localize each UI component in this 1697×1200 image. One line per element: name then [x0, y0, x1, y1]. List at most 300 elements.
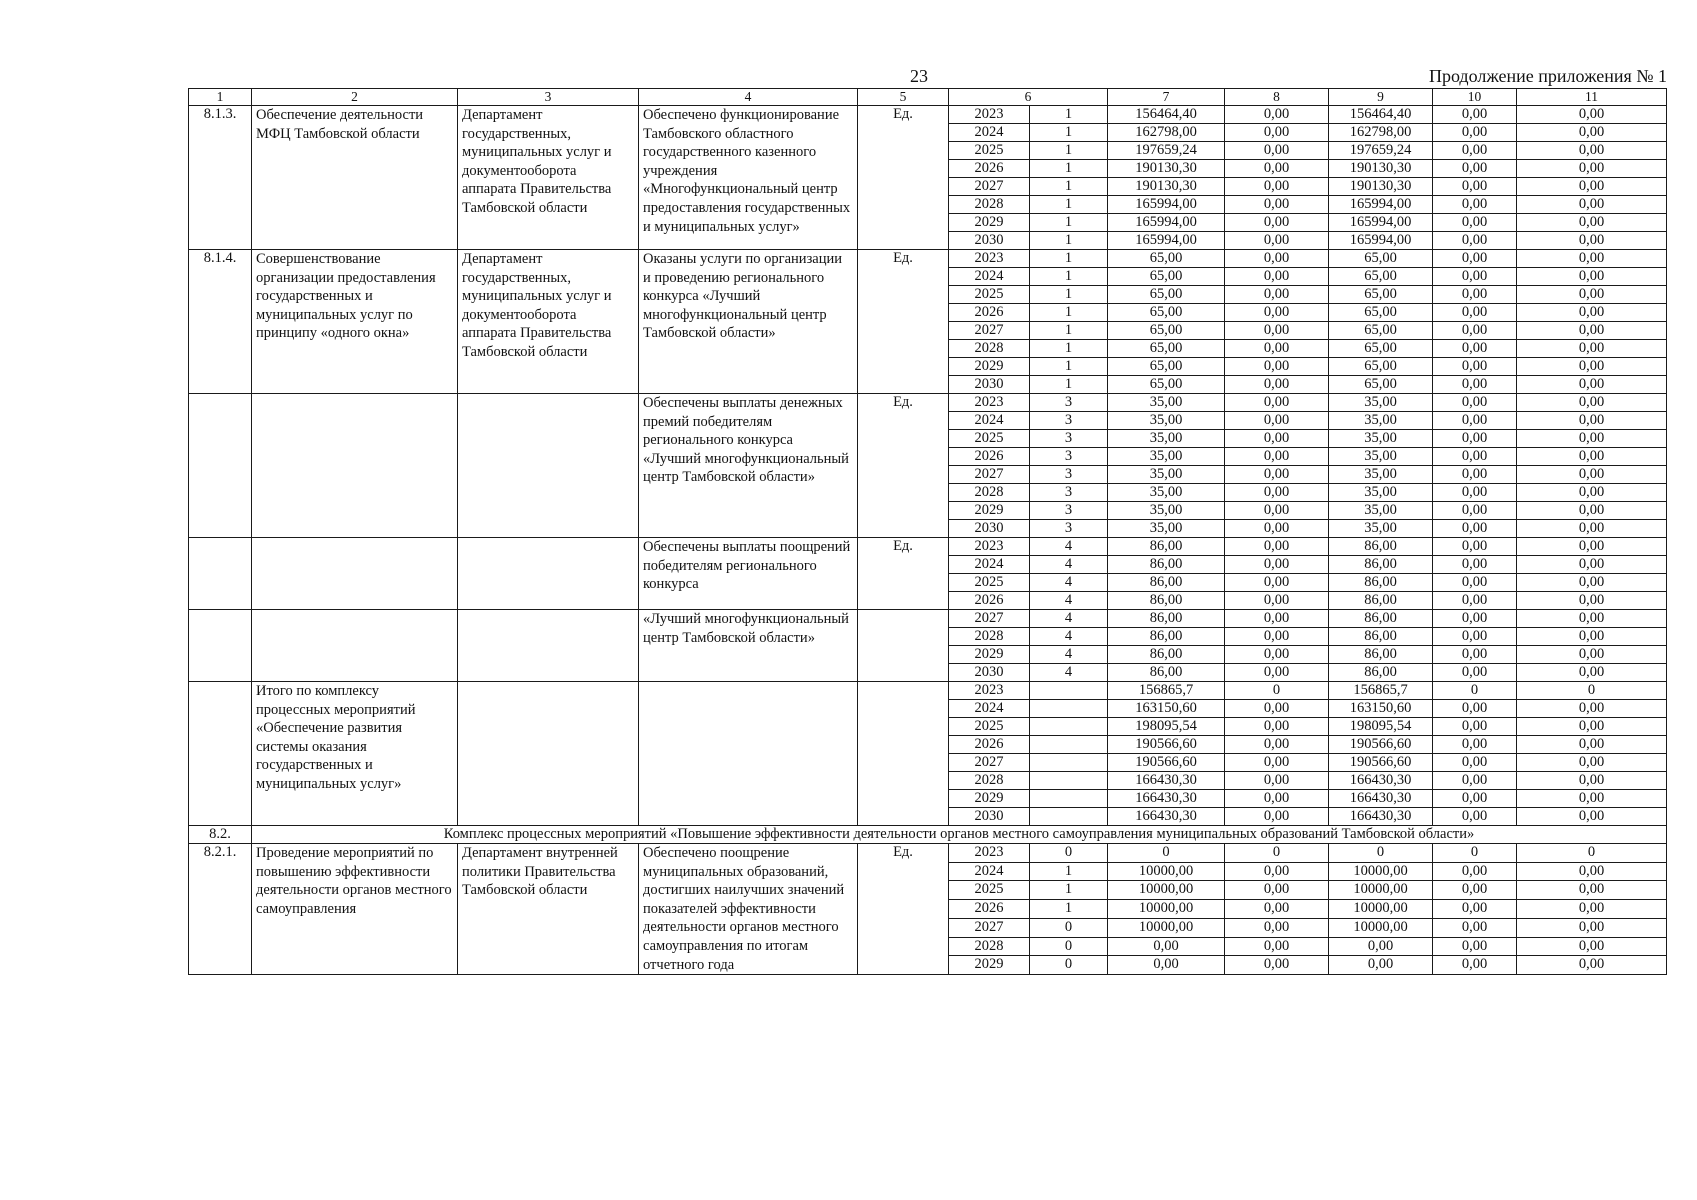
year-cell: 2027 — [949, 322, 1030, 340]
col11-cell: 0,00 — [1517, 520, 1667, 538]
col7-cell: 86,00 — [1108, 664, 1225, 682]
year-cell: 2026 — [949, 900, 1030, 919]
col11-cell: 0,00 — [1517, 937, 1667, 956]
count-cell — [1030, 736, 1108, 754]
col7-cell: 165994,00 — [1108, 232, 1225, 250]
col8-cell: 0,00 — [1225, 106, 1329, 124]
col11-cell: 0,00 — [1517, 900, 1667, 919]
col9-cell: 163150,60 — [1329, 700, 1433, 718]
col7-cell: 198095,54 — [1108, 718, 1225, 736]
col8-cell: 0,00 — [1225, 124, 1329, 142]
count-cell: 4 — [1030, 646, 1108, 664]
col11-cell: 0,00 — [1517, 304, 1667, 322]
col9-cell: 165994,00 — [1329, 232, 1433, 250]
year-cell: 2024 — [949, 862, 1030, 881]
col9-cell: 65,00 — [1329, 358, 1433, 376]
year-cell: 2023 — [949, 538, 1030, 556]
col7-cell: 0,00 — [1108, 956, 1225, 975]
col11-cell: 0,00 — [1517, 881, 1667, 900]
count-cell: 0 — [1030, 844, 1108, 863]
col9-cell: 165994,00 — [1329, 214, 1433, 232]
block-department — [458, 610, 639, 682]
col8-cell: 0,00 — [1225, 556, 1329, 574]
block-result: Оказаны услуги по организации и проведению регионального конкурса «Лучший многофункциональный центр Тамбовской области» — [639, 250, 858, 394]
count-cell: 4 — [1030, 592, 1108, 610]
col10-cell: 0,00 — [1433, 956, 1517, 975]
block-department: Департамент внутренней политики Правительства Тамбовской области — [458, 844, 639, 975]
col10-cell: 0,00 — [1433, 628, 1517, 646]
year-cell: 2023 — [949, 394, 1030, 412]
count-cell: 1 — [1030, 862, 1108, 881]
count-cell: 1 — [1030, 196, 1108, 214]
col8-cell: 0,00 — [1225, 736, 1329, 754]
col9-cell: 0,00 — [1329, 956, 1433, 975]
col11-cell: 0,00 — [1517, 286, 1667, 304]
column-header: 3 — [458, 89, 639, 106]
col8-cell: 0,00 — [1225, 196, 1329, 214]
count-cell: 4 — [1030, 574, 1108, 592]
col9-cell: 165994,00 — [1329, 196, 1433, 214]
year-cell: 2028 — [949, 340, 1030, 358]
col10-cell: 0,00 — [1433, 664, 1517, 682]
year-cell: 2024 — [949, 412, 1030, 430]
col8-cell: 0,00 — [1225, 448, 1329, 466]
col7-cell: 86,00 — [1108, 610, 1225, 628]
year-cell: 2028 — [949, 937, 1030, 956]
col10-cell: 0 — [1433, 844, 1517, 863]
year-cell: 2026 — [949, 304, 1030, 322]
block-department — [458, 394, 639, 538]
col10-cell: 0,00 — [1433, 286, 1517, 304]
year-cell: 2028 — [949, 772, 1030, 790]
col11-cell: 0,00 — [1517, 466, 1667, 484]
col10-cell: 0,00 — [1433, 250, 1517, 268]
block-unit: Ед. — [858, 844, 949, 975]
count-cell: 3 — [1030, 502, 1108, 520]
col9-cell: 190130,30 — [1329, 178, 1433, 196]
count-cell: 4 — [1030, 628, 1108, 646]
col9-cell: 35,00 — [1329, 484, 1433, 502]
col9-cell: 65,00 — [1329, 322, 1433, 340]
col11-cell: 0,00 — [1517, 918, 1667, 937]
col8-cell: 0,00 — [1225, 286, 1329, 304]
table-row — [189, 610, 1667, 628]
col8-cell: 0,00 — [1225, 646, 1329, 664]
col11-cell: 0,00 — [1517, 808, 1667, 826]
col11-cell: 0,00 — [1517, 178, 1667, 196]
col11-cell: 0,00 — [1517, 772, 1667, 790]
block-number: 8.1.4. — [189, 250, 252, 394]
col10-cell: 0,00 — [1433, 340, 1517, 358]
col10-cell: 0,00 — [1433, 881, 1517, 900]
col7-cell: 156464,40 — [1108, 106, 1225, 124]
count-cell: 3 — [1030, 520, 1108, 538]
count-cell: 1 — [1030, 340, 1108, 358]
col9-cell: 35,00 — [1329, 502, 1433, 520]
column-header: 5 — [858, 89, 949, 106]
col7-cell: 65,00 — [1108, 286, 1225, 304]
count-cell: 1 — [1030, 142, 1108, 160]
col8-cell: 0,00 — [1225, 358, 1329, 376]
col10-cell: 0,00 — [1433, 232, 1517, 250]
year-cell: 2029 — [949, 646, 1030, 664]
count-cell — [1030, 808, 1108, 826]
col9-cell: 35,00 — [1329, 466, 1433, 484]
col9-cell: 86,00 — [1329, 556, 1433, 574]
col8-cell: 0,00 — [1225, 862, 1329, 881]
block-number — [189, 394, 252, 538]
count-cell: 3 — [1030, 394, 1108, 412]
year-cell: 2029 — [949, 358, 1030, 376]
col10-cell: 0,00 — [1433, 214, 1517, 232]
col11-cell: 0,00 — [1517, 502, 1667, 520]
col9-cell: 190566,60 — [1329, 736, 1433, 754]
col8-cell: 0,00 — [1225, 178, 1329, 196]
count-cell — [1030, 682, 1108, 700]
col11-cell: 0,00 — [1517, 322, 1667, 340]
col7-cell: 35,00 — [1108, 466, 1225, 484]
count-cell: 1 — [1030, 214, 1108, 232]
col11-cell: 0,00 — [1517, 538, 1667, 556]
count-cell: 1 — [1030, 358, 1108, 376]
col10-cell: 0,00 — [1433, 556, 1517, 574]
col10-cell: 0,00 — [1433, 160, 1517, 178]
year-cell: 2026 — [949, 592, 1030, 610]
col11-cell: 0,00 — [1517, 700, 1667, 718]
col9-cell: 35,00 — [1329, 430, 1433, 448]
year-cell: 2027 — [949, 178, 1030, 196]
col8-cell: 0,00 — [1225, 628, 1329, 646]
col7-cell: 190566,60 — [1108, 754, 1225, 772]
col8-cell: 0,00 — [1225, 268, 1329, 286]
block-unit: Ед. — [858, 250, 949, 394]
col8-cell: 0,00 — [1225, 592, 1329, 610]
year-cell: 2030 — [949, 808, 1030, 826]
column-header: 1 — [189, 89, 252, 106]
year-cell: 2027 — [949, 466, 1030, 484]
table-row — [189, 394, 1667, 412]
col7-cell: 166430,30 — [1108, 808, 1225, 826]
count-cell: 1 — [1030, 250, 1108, 268]
col9-cell: 35,00 — [1329, 520, 1433, 538]
col8-cell: 0,00 — [1225, 900, 1329, 919]
col11-cell: 0,00 — [1517, 124, 1667, 142]
col10-cell: 0,00 — [1433, 196, 1517, 214]
count-cell: 3 — [1030, 430, 1108, 448]
block-number: 8.2.1. — [189, 844, 252, 975]
block-result — [639, 682, 858, 826]
col7-cell: 35,00 — [1108, 520, 1225, 538]
col9-cell: 65,00 — [1329, 286, 1433, 304]
year-cell: 2026 — [949, 736, 1030, 754]
col7-cell: 86,00 — [1108, 646, 1225, 664]
col11-cell: 0,00 — [1517, 790, 1667, 808]
col8-cell: 0,00 — [1225, 430, 1329, 448]
col7-cell: 10000,00 — [1108, 881, 1225, 900]
col9-cell: 86,00 — [1329, 592, 1433, 610]
block-department: Департамент государственных, муниципальных услуг и документооборота аппарата Правительства Тамбовской области — [458, 250, 639, 394]
col11-cell: 0,00 — [1517, 160, 1667, 178]
col7-cell: 190130,30 — [1108, 178, 1225, 196]
col8-cell: 0,00 — [1225, 937, 1329, 956]
col10-cell: 0,00 — [1433, 358, 1517, 376]
col8-cell: 0,00 — [1225, 664, 1329, 682]
col9-cell: 86,00 — [1329, 646, 1433, 664]
block-unit: Ед. — [858, 106, 949, 250]
col8-cell: 0,00 — [1225, 376, 1329, 394]
col10-cell: 0,00 — [1433, 736, 1517, 754]
col11-cell: 0,00 — [1517, 340, 1667, 358]
col9-cell: 156865,7 — [1329, 682, 1433, 700]
col11-cell: 0,00 — [1517, 736, 1667, 754]
col7-cell: 35,00 — [1108, 484, 1225, 502]
col9-cell: 65,00 — [1329, 268, 1433, 286]
year-cell: 2024 — [949, 124, 1030, 142]
block-unit — [858, 610, 949, 682]
col7-cell: 163150,60 — [1108, 700, 1225, 718]
block-result: «Лучший многофункциональный центр Тамбовской области» — [639, 610, 858, 682]
col9-cell: 0,00 — [1329, 937, 1433, 956]
col10-cell: 0,00 — [1433, 376, 1517, 394]
col7-cell: 86,00 — [1108, 628, 1225, 646]
col10-cell: 0,00 — [1433, 862, 1517, 881]
col8-cell: 0,00 — [1225, 538, 1329, 556]
col11-cell: 0,00 — [1517, 214, 1667, 232]
block-number — [189, 538, 252, 610]
table-row — [189, 250, 1667, 268]
col11-cell: 0,00 — [1517, 142, 1667, 160]
col11-cell: 0,00 — [1517, 394, 1667, 412]
count-cell: 1 — [1030, 124, 1108, 142]
col9-cell: 65,00 — [1329, 376, 1433, 394]
block-department — [458, 538, 639, 610]
table-row — [189, 106, 1667, 124]
col10-cell: 0,00 — [1433, 718, 1517, 736]
col11-cell: 0,00 — [1517, 448, 1667, 466]
year-cell: 2030 — [949, 664, 1030, 682]
col8-cell: 0,00 — [1225, 232, 1329, 250]
col11-cell: 0,00 — [1517, 646, 1667, 664]
column-header: 4 — [639, 89, 858, 106]
col8-cell: 0,00 — [1225, 881, 1329, 900]
year-cell: 2025 — [949, 574, 1030, 592]
col7-cell: 190130,30 — [1108, 160, 1225, 178]
col9-cell: 156464,40 — [1329, 106, 1433, 124]
year-cell: 2030 — [949, 520, 1030, 538]
col8-cell: 0,00 — [1225, 412, 1329, 430]
col7-cell: 156865,7 — [1108, 682, 1225, 700]
col10-cell: 0,00 — [1433, 412, 1517, 430]
page-number: 23 — [910, 66, 928, 86]
col11-cell: 0,00 — [1517, 556, 1667, 574]
col7-cell: 190566,60 — [1108, 736, 1225, 754]
count-cell: 1 — [1030, 304, 1108, 322]
year-cell: 2023 — [949, 106, 1030, 124]
col7-cell: 166430,30 — [1108, 790, 1225, 808]
col10-cell: 0,00 — [1433, 178, 1517, 196]
col10-cell: 0,00 — [1433, 484, 1517, 502]
col9-cell: 86,00 — [1329, 610, 1433, 628]
column-header: 9 — [1329, 89, 1433, 106]
budget-table — [188, 88, 1667, 975]
col10-cell: 0,00 — [1433, 937, 1517, 956]
col10-cell: 0,00 — [1433, 574, 1517, 592]
col8-cell: 0 — [1225, 682, 1329, 700]
col10-cell: 0,00 — [1433, 790, 1517, 808]
col7-cell: 65,00 — [1108, 340, 1225, 358]
count-cell: 1 — [1030, 106, 1108, 124]
col10-cell: 0,00 — [1433, 610, 1517, 628]
column-header: 11 — [1517, 89, 1667, 106]
year-cell: 2027 — [949, 610, 1030, 628]
col10-cell: 0,00 — [1433, 646, 1517, 664]
count-cell: 0 — [1030, 956, 1108, 975]
year-cell: 2026 — [949, 160, 1030, 178]
column-header: 2 — [252, 89, 458, 106]
section-title: Комплекс процессных мероприятий «Повышение эффективности деятельности органов местного самоуправления муниципальных образований Тамбовской области» — [252, 826, 1667, 844]
col7-cell: 65,00 — [1108, 322, 1225, 340]
col11-cell: 0,00 — [1517, 376, 1667, 394]
col8-cell: 0,00 — [1225, 772, 1329, 790]
year-cell: 2025 — [949, 286, 1030, 304]
col7-cell: 86,00 — [1108, 592, 1225, 610]
col11-cell: 0,00 — [1517, 718, 1667, 736]
col7-cell: 65,00 — [1108, 304, 1225, 322]
year-cell: 2023 — [949, 682, 1030, 700]
col8-cell: 0,00 — [1225, 700, 1329, 718]
col7-cell: 65,00 — [1108, 250, 1225, 268]
col10-cell: 0,00 — [1433, 322, 1517, 340]
year-cell: 2025 — [949, 881, 1030, 900]
col9-cell: 86,00 — [1329, 628, 1433, 646]
count-cell — [1030, 754, 1108, 772]
col8-cell: 0,00 — [1225, 574, 1329, 592]
col7-cell: 162798,00 — [1108, 124, 1225, 142]
block-name: Обеспечение деятельности МФЦ Тамбовской области — [252, 106, 458, 250]
block-result: Обеспечено функционирование Тамбовского областного государственного казенного учреждения «Многофункциональный центр предоставления государственных и муниципальных услуг» — [639, 106, 858, 250]
table-row — [189, 682, 1667, 700]
col9-cell: 197659,24 — [1329, 142, 1433, 160]
col7-cell: 65,00 — [1108, 376, 1225, 394]
col10-cell: 0,00 — [1433, 448, 1517, 466]
col11-cell: 0,00 — [1517, 268, 1667, 286]
col8-cell: 0,00 — [1225, 610, 1329, 628]
col10-cell: 0,00 — [1433, 918, 1517, 937]
column-header: 7 — [1108, 89, 1225, 106]
year-cell: 2029 — [949, 214, 1030, 232]
count-cell: 4 — [1030, 664, 1108, 682]
count-cell: 1 — [1030, 881, 1108, 900]
col7-cell: 10000,00 — [1108, 900, 1225, 919]
count-cell — [1030, 772, 1108, 790]
col10-cell: 0,00 — [1433, 900, 1517, 919]
col11-cell: 0,00 — [1517, 862, 1667, 881]
year-cell: 2025 — [949, 430, 1030, 448]
col10-cell: 0,00 — [1433, 502, 1517, 520]
col8-cell: 0,00 — [1225, 808, 1329, 826]
col7-cell: 10000,00 — [1108, 918, 1225, 937]
col7-cell: 165994,00 — [1108, 196, 1225, 214]
col11-cell: 0,00 — [1517, 574, 1667, 592]
col9-cell: 35,00 — [1329, 448, 1433, 466]
count-cell: 1 — [1030, 322, 1108, 340]
col7-cell: 0 — [1108, 844, 1225, 863]
col8-cell: 0,00 — [1225, 214, 1329, 232]
col9-cell: 198095,54 — [1329, 718, 1433, 736]
col8-cell: 0,00 — [1225, 466, 1329, 484]
block-unit — [858, 682, 949, 826]
col8-cell: 0,00 — [1225, 142, 1329, 160]
col11-cell: 0,00 — [1517, 358, 1667, 376]
count-cell — [1030, 718, 1108, 736]
count-cell: 4 — [1030, 556, 1108, 574]
year-cell: 2029 — [949, 502, 1030, 520]
year-cell: 2027 — [949, 918, 1030, 937]
col11-cell: 0 — [1517, 682, 1667, 700]
year-cell: 2027 — [949, 754, 1030, 772]
count-cell: 1 — [1030, 268, 1108, 286]
count-cell: 3 — [1030, 466, 1108, 484]
section-row — [189, 826, 1667, 844]
col8-cell: 0,00 — [1225, 718, 1329, 736]
col9-cell: 10000,00 — [1329, 918, 1433, 937]
col8-cell: 0,00 — [1225, 484, 1329, 502]
year-cell: 2028 — [949, 628, 1030, 646]
col11-cell: 0,00 — [1517, 196, 1667, 214]
col8-cell: 0,00 — [1225, 322, 1329, 340]
col9-cell: 35,00 — [1329, 394, 1433, 412]
col7-cell: 35,00 — [1108, 394, 1225, 412]
col10-cell: 0,00 — [1433, 304, 1517, 322]
year-cell: 2023 — [949, 844, 1030, 863]
year-cell: 2025 — [949, 142, 1030, 160]
col7-cell: 65,00 — [1108, 358, 1225, 376]
block-result: Обеспечены выплаты поощрений победителям регионального конкурса — [639, 538, 858, 610]
year-cell: 2024 — [949, 556, 1030, 574]
block-result: Обеспечены выплаты денежных премий победителям регионального конкурса «Лучший многофункциональный центр Тамбовской области» — [639, 394, 858, 538]
block-name: Проведение мероприятий по повышению эффективности деятельности органов местного самоуправления — [252, 844, 458, 975]
col8-cell: 0,00 — [1225, 502, 1329, 520]
col8-cell: 0,00 — [1225, 160, 1329, 178]
col10-cell: 0,00 — [1433, 106, 1517, 124]
count-cell: 1 — [1030, 160, 1108, 178]
count-cell: 1 — [1030, 178, 1108, 196]
col9-cell: 190566,60 — [1329, 754, 1433, 772]
col9-cell: 65,00 — [1329, 250, 1433, 268]
count-cell — [1030, 790, 1108, 808]
col11-cell: 0,00 — [1517, 250, 1667, 268]
block-unit: Ед. — [858, 538, 949, 610]
col11-cell: 0,00 — [1517, 754, 1667, 772]
col11-cell: 0,00 — [1517, 232, 1667, 250]
count-cell: 1 — [1030, 286, 1108, 304]
col8-cell: 0,00 — [1225, 250, 1329, 268]
col9-cell: 0 — [1329, 844, 1433, 863]
continuation-label: Продолжение приложения № 1 — [1428, 66, 1667, 86]
col11-cell: 0,00 — [1517, 610, 1667, 628]
col7-cell: 166430,30 — [1108, 772, 1225, 790]
col9-cell: 166430,30 — [1329, 808, 1433, 826]
col10-cell: 0,00 — [1433, 430, 1517, 448]
block-name — [252, 394, 458, 538]
col7-cell: 0,00 — [1108, 937, 1225, 956]
col9-cell: 35,00 — [1329, 412, 1433, 430]
count-cell: 3 — [1030, 484, 1108, 502]
col10-cell: 0,00 — [1433, 538, 1517, 556]
col11-cell: 0,00 — [1517, 664, 1667, 682]
year-cell: 2028 — [949, 196, 1030, 214]
count-cell: 1 — [1030, 376, 1108, 394]
